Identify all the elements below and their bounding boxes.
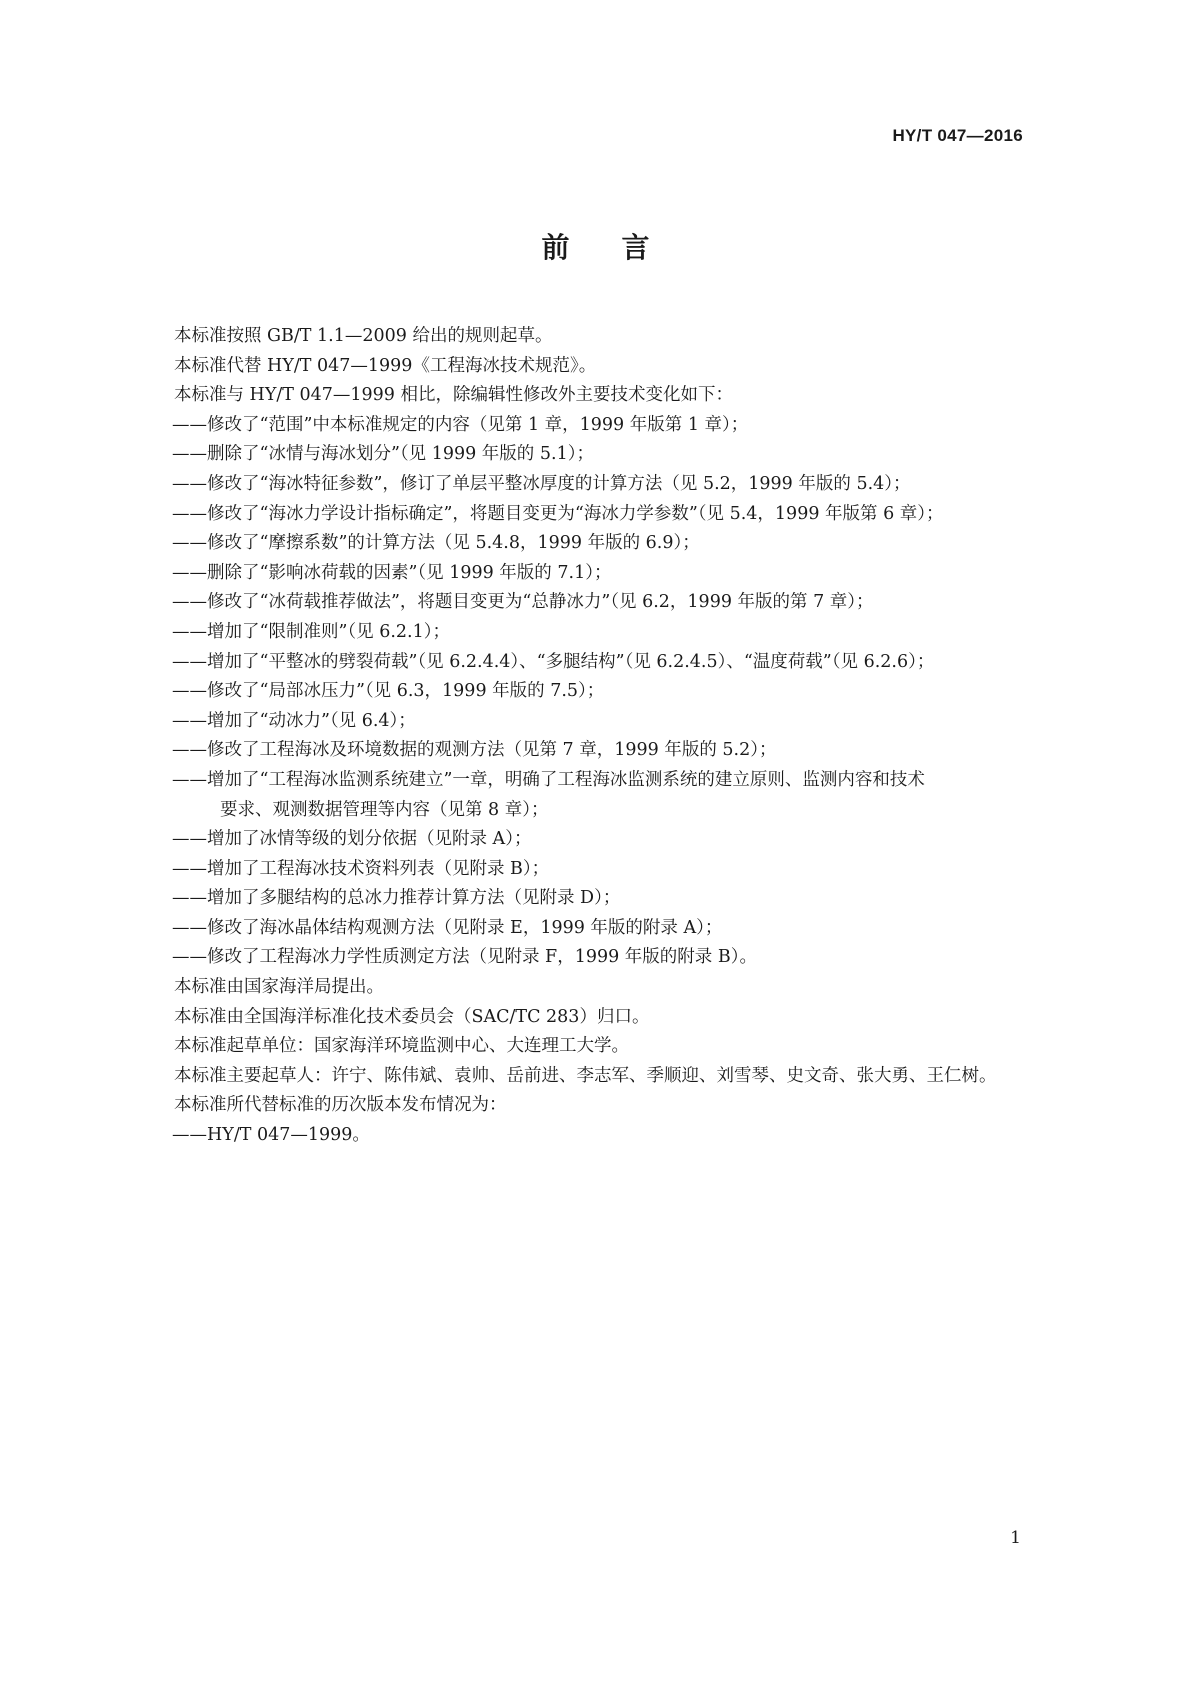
change-list-item: ——增加了“工程海冰监测系统建立”一章，明确了工程海冰监测系统的建立原则、监测内容和技术 xyxy=(172,769,925,790)
paragraph: 本标准所代替标准的历次版本发布情况为： xyxy=(174,1095,507,1116)
standard-code-header: HY/T 047—2016 xyxy=(892,126,1023,145)
page-title: 前言 xyxy=(541,231,702,264)
change-list-item: ——修改了“范围”中本标准规定的内容（见第 1 章，1999 年版第 1 章）； xyxy=(172,414,749,435)
change-list-item: ——增加了多腿结构的总冰力推荐计算方法（见附录 D）； xyxy=(172,888,621,909)
paragraph: 本标准由全国海洋标准化技术委员会（SAC/TC 283）归口。 xyxy=(174,1006,650,1027)
foreword-body xyxy=(174,322,1064,1151)
change-list-item: ——修改了“局部冰压力”（见 6.3，1999 年版的 7.5）； xyxy=(172,681,605,702)
change-list-item: ——删除了“影响冰荷载的因素”（见 1999 年版的 7.1）； xyxy=(172,562,612,583)
change-list-item: ——增加了“平整冰的劈裂荷载”（见 6.2.4.4）、“多腿结构”（见 6.2.4.5）、“温度荷载”（见 6.2.6）； xyxy=(172,651,935,672)
change-list-item: ——增加了工程海冰技术资料列表（见附录 B）； xyxy=(172,858,550,879)
paragraph: 本标准主要起草人：许宁、陈伟斌、袁帅、岳前进、李志军、季顺迎、刘雪琴、史文奇、张大勇、王仁树。 xyxy=(174,1065,997,1086)
change-list-item: ——删除了“冰情与海冰划分”（见 1999 年版的 5.1）； xyxy=(172,444,594,465)
change-list-item: ——修改了“海冰力学设计指标确定”，将题目变更为“海冰力学参数”（见 5.4，1999 年版第 6 章）； xyxy=(172,503,944,524)
paragraph: 本标准按照 GB/T 1.1—2009 给出的规则起草。 xyxy=(174,326,553,346)
previous-version-item: ——HY/T 047—1999。 xyxy=(172,1125,370,1146)
paragraph: 本标准由国家海洋局提出。 xyxy=(174,977,384,998)
change-list-item: ——增加了“动冰力”（见 6.4）； xyxy=(172,710,416,731)
change-list-item-continuation: 要求、观测数据管理等内容（见第 8 章）； xyxy=(220,799,549,820)
change-list-item: ——增加了冰情等级的划分依据（见附录 A）； xyxy=(172,829,532,850)
change-list-item: ——修改了“冰荷载推荐做法”，将题目变更为“总静冰力”（见 6.2，1999 年版的第 7 章）； xyxy=(172,592,874,613)
paragraph: 本标准与 HY/T 047—1999 相比，除编辑性修改外主要技术变化如下： xyxy=(174,385,734,406)
change-list-item: ——修改了海冰晶体结构观测方法（见附录 E，1999 年版的附录 A）； xyxy=(172,917,723,938)
page-number: 1 xyxy=(1010,1528,1021,1548)
change-list-item: ——修改了工程海冰及环境数据的观测方法（见第 7 章，1999 年版的 5.2）； xyxy=(172,740,777,761)
paragraph: 本标准代替 HY/T 047—1999《工程海冰技术规范》。 xyxy=(174,355,597,376)
paragraph: 本标准起草单位：国家海洋环境监测中心、大连理工大学。 xyxy=(174,1036,629,1057)
change-list-item: ——修改了“摩擦系数”的计算方法（见 5.4.8，1999 年版的 6.9）； xyxy=(172,533,700,554)
change-list-item: ——修改了工程海冰力学性质测定方法（见附录 F，1999 年版的附录 B）。 xyxy=(172,947,757,968)
change-list-item: ——修改了“海冰特征参数”，修订了单层平整冰厚度的计算方法（见 5.2，1999 年版的 5.4）； xyxy=(172,473,911,494)
change-list-item: ——增加了“限制准则”（见 6.2.1）； xyxy=(172,621,450,642)
